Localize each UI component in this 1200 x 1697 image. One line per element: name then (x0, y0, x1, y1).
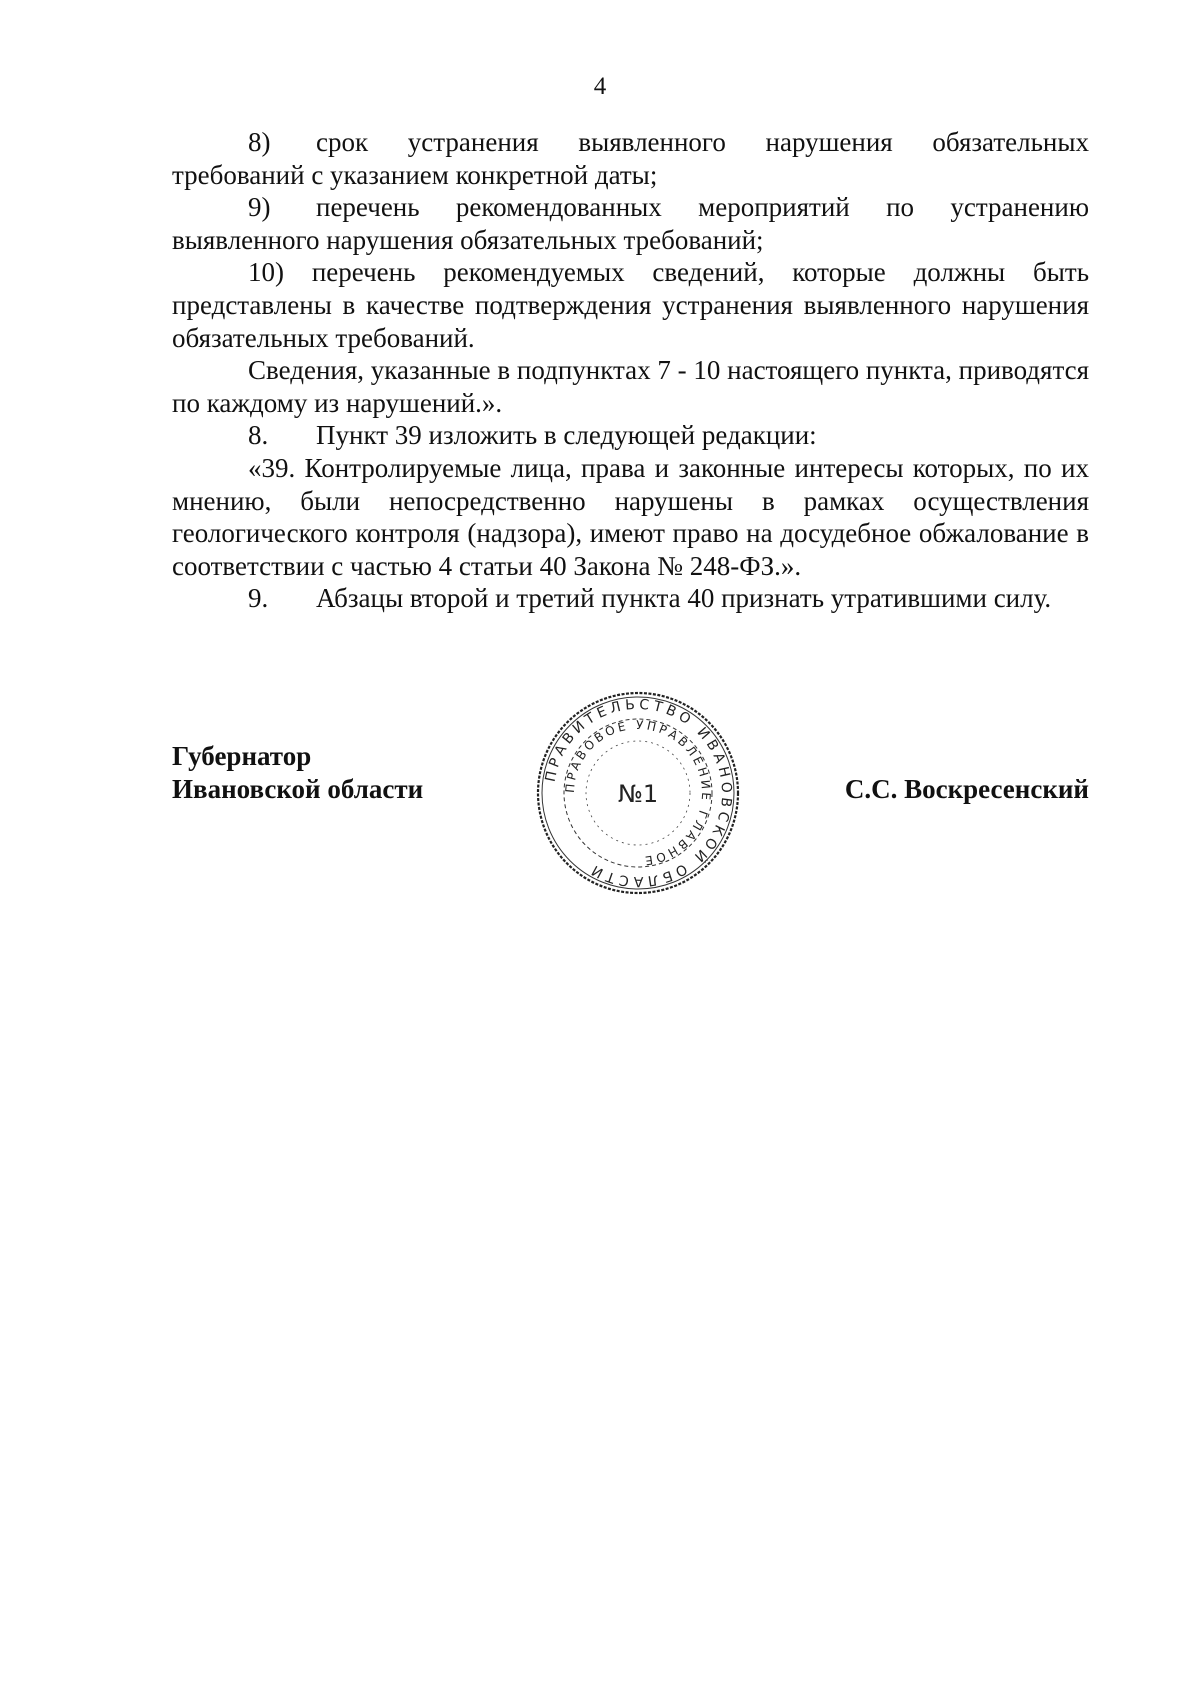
list-item-text: срок устранения выявленного нарушения обязательных требований с указанием конкретной даты; (172, 127, 1089, 190)
signer-position-line2: Ивановской области (172, 774, 424, 804)
list-item-text: перечень рекомендуемых сведений, которые должны быть представлены в качестве подтверждения устранения выявленного нарушения обязательных требований. (172, 257, 1090, 353)
list-item-10 (172, 256, 1089, 354)
point-8 (172, 419, 1089, 452)
official-seal-graphic (533, 688, 743, 898)
summary-paragraph: Сведения, указанные в подпунктах 7 - 10 настоящего пункта, приводятся по каждому из нарушений.». (172, 355, 1089, 418)
list-item-9 (172, 191, 1089, 256)
list-item-text: перечень рекомендованных мероприятий по устранению выявленного нарушения обязательных требований; (172, 192, 1089, 255)
point-text: Абзацы второй и третий пункта 40 признать утратившими силу. (316, 583, 1052, 614)
list-item-8 (172, 126, 1089, 191)
signer-position (172, 740, 423, 806)
signer-position-line1: Губернатор (172, 741, 312, 771)
point-text: Пункт 39 изложить в следующей редакции: (316, 420, 817, 451)
official-seal (533, 688, 743, 898)
seal-outer-text: ПРАВИТЕЛЬСТВО ИВАНОВСКОЙ ОБЛАСТИ (542, 696, 735, 890)
list-item-number: 8) (248, 127, 271, 157)
list-item-number: 10) (248, 257, 284, 288)
seal-number: №1 (617, 780, 659, 808)
point-number: 8. (248, 420, 269, 451)
point-9 (172, 582, 1089, 615)
list-item-number: 9) (248, 192, 271, 223)
signature-block (172, 688, 1089, 908)
paragraph-39: «39. Контролируемые лица, права и законные интересы которых, по их мнению, были непосредственно нарушены в рамках осуществления геологического контроля (надзора), имеют право на досудебное обжалование в соответствии с частью 4 статьи 40 Закона № 248-ФЗ.». (172, 452, 1089, 581)
seal-inner-text: ПРАВОВОЕ УПРАВЛЕНИЕ ГЛАВНОЕ (562, 717, 714, 868)
signer-name: С.С. Воскресенский (844, 774, 1089, 804)
document-body (172, 126, 1089, 615)
point-number: 9. (248, 583, 269, 614)
page-number: 4 (593, 73, 607, 100)
